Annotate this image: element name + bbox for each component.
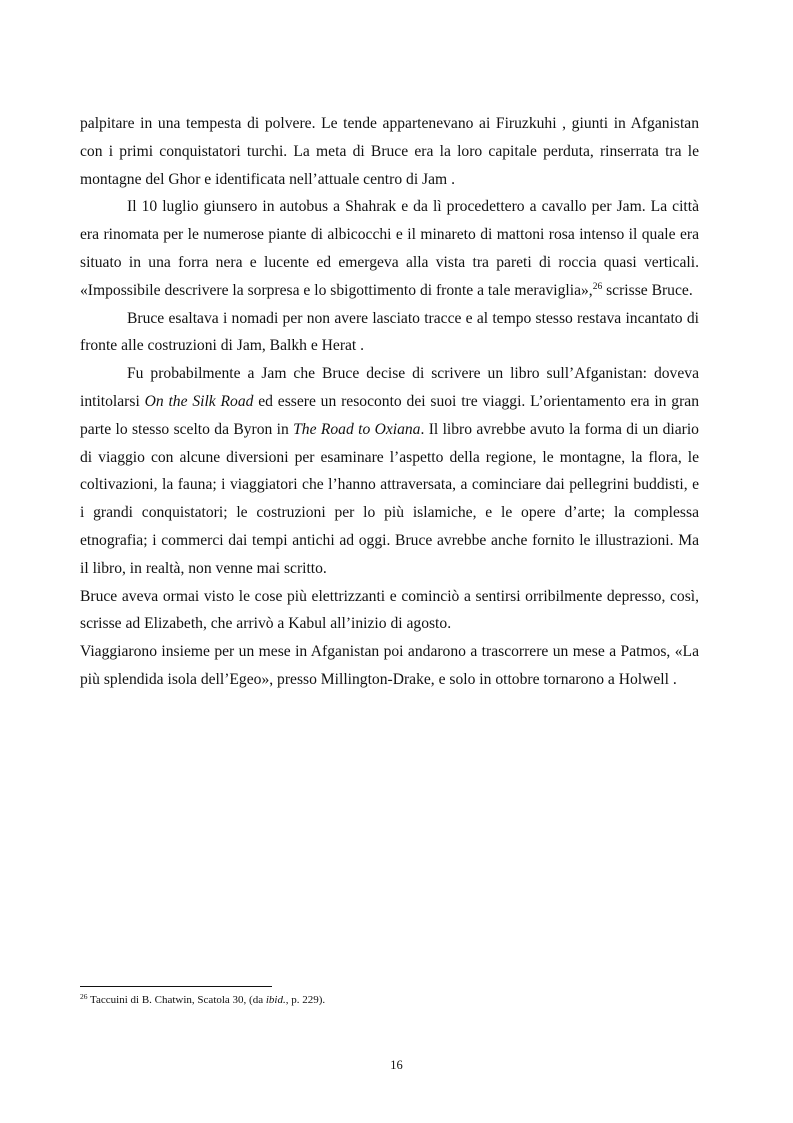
- footnote-number: 26: [80, 992, 88, 1001]
- paragraph-1: [80, 110, 699, 193]
- paragraph-4-text-2: ed essere un resoconto dei suoi tre viaggi. L’orientamento era in gran parte lo stesso scelto da Byron in: [80, 392, 700, 438]
- paragraph-2: [80, 193, 699, 304]
- page-number: 16: [390, 1058, 403, 1072]
- footnote-divider: [80, 986, 272, 987]
- footnote-text: Taccuini di B. Chatwin, Scatola 30, (da: [87, 994, 266, 1006]
- footnote: [80, 992, 699, 1008]
- paragraph-5: [80, 583, 699, 639]
- paragraph-6: [80, 638, 699, 694]
- paragraph-3-text: Bruce esaltava i nomadi per non avere lasciato tracce e al tempo stesso restava incantato di fronte alle costruzioni di Jam, Balkh e Herat .: [80, 309, 699, 355]
- footnote-reference[interactable]: 26: [592, 281, 603, 292]
- book-title-road-to-oxiana: The Road to Oxiana: [293, 420, 421, 438]
- footnote-text-end: , p. 229).: [285, 994, 326, 1006]
- paragraph-5-text: Bruce aveva ormai visto le cose più elettrizzanti e cominciò a sentirsi orribilmente depresso, così, scrisse ad Elizabeth, che arrivò a Kabul all’inizio di agosto.: [80, 587, 699, 633]
- footnote-ibid: ibid.: [265, 994, 286, 1006]
- paragraph-3: [80, 305, 699, 361]
- paragraph-1-text: palpitare in una tempesta di polvere. Le tende appartenevano ai Firuzkuhi , giunti in Afganistan con i primi conquistatori turchi. La meta di Bruce era la loro capitale perduta, rinserrata tra le montagne del Ghor e identificata nell’attuale centro di Jam .: [80, 115, 699, 188]
- paragraph-4: [80, 360, 699, 582]
- paragraph-6-text: Viaggiarono insieme per un mese in Afganistan poi andarono a trascorrere un mese a Patmos, «La più splendida isola dell’Egeo», presso Millington-Drake, e solo in ottobre tornarono a Holwell .: [80, 643, 699, 688]
- paragraph-2-text: Il 10 luglio giunsero in autobus a Shahrak e da lì procedettero a cavallo per Jam. La città era rinomata per le numerose piante di albicocchi e il minareto di mattoni rosa intenso il quale era situato in una forra nera e lucente ed emergeva alla vista tra pareti di roccia quasi verticali. «Impossibile descrivere la sorpresa e lo sbigottimento di fronte a tale meraviglia»,: [80, 198, 699, 299]
- paragraph-4-text-1: Fu probabilmente a Jam che Bruce decise di scrivere un libro sull’Afganistan: doveva intitolarsi: [80, 365, 699, 410]
- book-title-silk-road: On the Silk Road: [144, 392, 254, 410]
- main-text: [80, 110, 699, 694]
- paragraph-2-text-end: scrisse Bruce.: [602, 281, 693, 299]
- paragraph-4-text-3: . Il libro avrebbe avuto la forma di un diario di viaggio con alcune diversioni per esaminare l’aspetto della regione, le montagne, la flora, le coltivazioni, la fauna; i viaggiatori che l’hanno attraversata, a cominciare dai pellegrini buddisti, e i grandi conquistatori; le costruzioni per lo più islamiche, e le opere d’arte; la complessa etnografia; i commerci dai tempi antichi ad oggi. Bruce avrebbe anche fornito le illustrazioni. Ma il libro, in realtà, non venne mai scritto.: [80, 420, 699, 577]
